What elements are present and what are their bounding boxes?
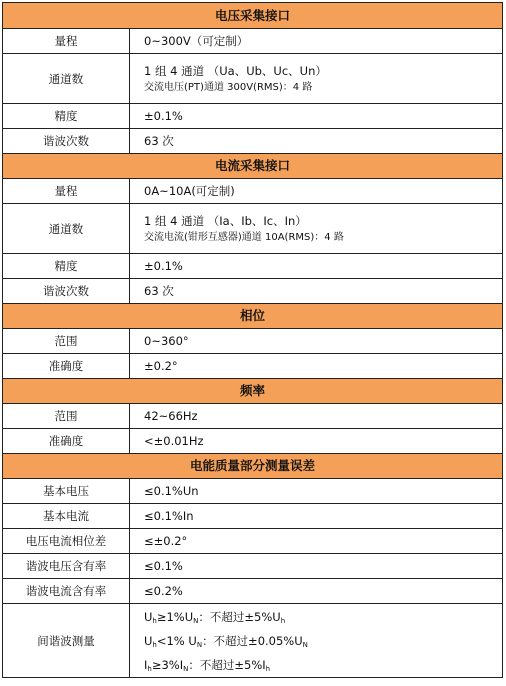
frequency-accuracy-value: <±0.01Hz [130,429,503,454]
table-row [3,29,503,54]
interharmonic-line-2: $U_h<1\%$ $U_N$：不超过$\pm 0.05\%U_N$ [144,633,308,649]
current-section-title: 电流采集接口 [3,154,503,179]
voltage-section-header [3,3,503,29]
current-range-label: 量程 [3,179,130,204]
voltage-harmonics-value: 63 次 [130,129,503,154]
table-row [3,404,503,429]
table-row [3,204,503,254]
table-row [3,354,503,379]
current-channels-value [130,204,503,254]
voltage-harmonics-label: 谐波次数 [3,129,130,154]
base-voltage-label: 基本电压 [3,479,130,504]
phase-diff-label: 电压电流相位差 [3,529,130,554]
current-harmonics-label: 谐波次数 [3,279,130,304]
table-row [3,479,503,504]
table-row [3,54,503,104]
table-row [3,604,503,678]
interharmonic-line-3: $I_h\ge 3\%I_N$：不超过$\pm 5\%I_h$ [144,657,271,673]
voltage-channels-line-2: 交流电压(PT)通道 300V(RMS)：4 路 [144,81,313,93]
power-quality-section-title: 电能质量部分测量误差 [3,454,503,479]
harmonic-current-label: 谐波电流含有率 [3,579,130,604]
interharmonic-line-1: $U_h\ge 1\%U_N$：不超过$\pm 5\%U_h$ [144,609,286,625]
spec-table [2,2,503,678]
current-precision-label: 精度 [3,254,130,279]
table-row [3,329,503,354]
current-harmonics-value: 63 次 [130,279,503,304]
interharmonic-label: 间谐波测量 [3,604,130,678]
table-row [3,579,503,604]
interharmonic-value [130,604,503,678]
current-channels-label: 通道数 [3,204,130,254]
phase-accuracy-value: ±0.2° [130,354,503,379]
current-precision-value: ±0.1% [130,254,503,279]
phase-section-header [3,304,503,329]
table-row [3,529,503,554]
current-channels-line-1: 1 组 4 通道 （Ia、Ib、Ic、In） [144,213,307,228]
voltage-channels-line-1: 1 组 4 通道 （Ua、Ub、Uc、Un） [144,63,327,78]
power-quality-section-header [3,454,503,479]
frequency-accuracy-label: 准确度 [3,429,130,454]
voltage-range-value: 0~300V（可定制） [130,29,503,54]
base-current-value: ≤0.1%In [130,504,503,529]
table-row [3,179,503,204]
phase-range-value: 0~360° [130,329,503,354]
harmonic-voltage-value: ≤0.1% [130,554,503,579]
table-row [3,554,503,579]
voltage-section-title: 电压采集接口 [3,3,503,29]
frequency-range-label: 范围 [3,404,130,429]
frequency-section-header [3,379,503,404]
base-voltage-value: ≤0.1%Un [130,479,503,504]
table-row [3,429,503,454]
base-current-label: 基本电流 [3,504,130,529]
table-row [3,129,503,154]
voltage-channels-value [130,54,503,104]
phase-range-label: 范围 [3,329,130,354]
harmonic-current-value: ≤0.2% [130,579,503,604]
voltage-range-label: 量程 [3,29,130,54]
phase-diff-value: ≤±0.2° [130,529,503,554]
table-row [3,504,503,529]
harmonic-voltage-label: 谐波电压含有率 [3,554,130,579]
table-row [3,254,503,279]
current-range-value: 0A~10A(可定制) [130,179,503,204]
frequency-section-title: 频率 [3,379,503,404]
table-row [3,279,503,304]
current-channels-line-2: 交流电流(钳形互感器)通道 10A(RMS)：4 路 [144,231,344,243]
phase-accuracy-label: 准确度 [3,354,130,379]
voltage-precision-label: 精度 [3,104,130,129]
frequency-range-value: 42~66Hz [130,404,503,429]
table-row [3,104,503,129]
voltage-precision-value: ±0.1% [130,104,503,129]
voltage-channels-label: 通道数 [3,54,130,104]
phase-section-title: 相位 [3,304,503,329]
current-section-header [3,154,503,179]
